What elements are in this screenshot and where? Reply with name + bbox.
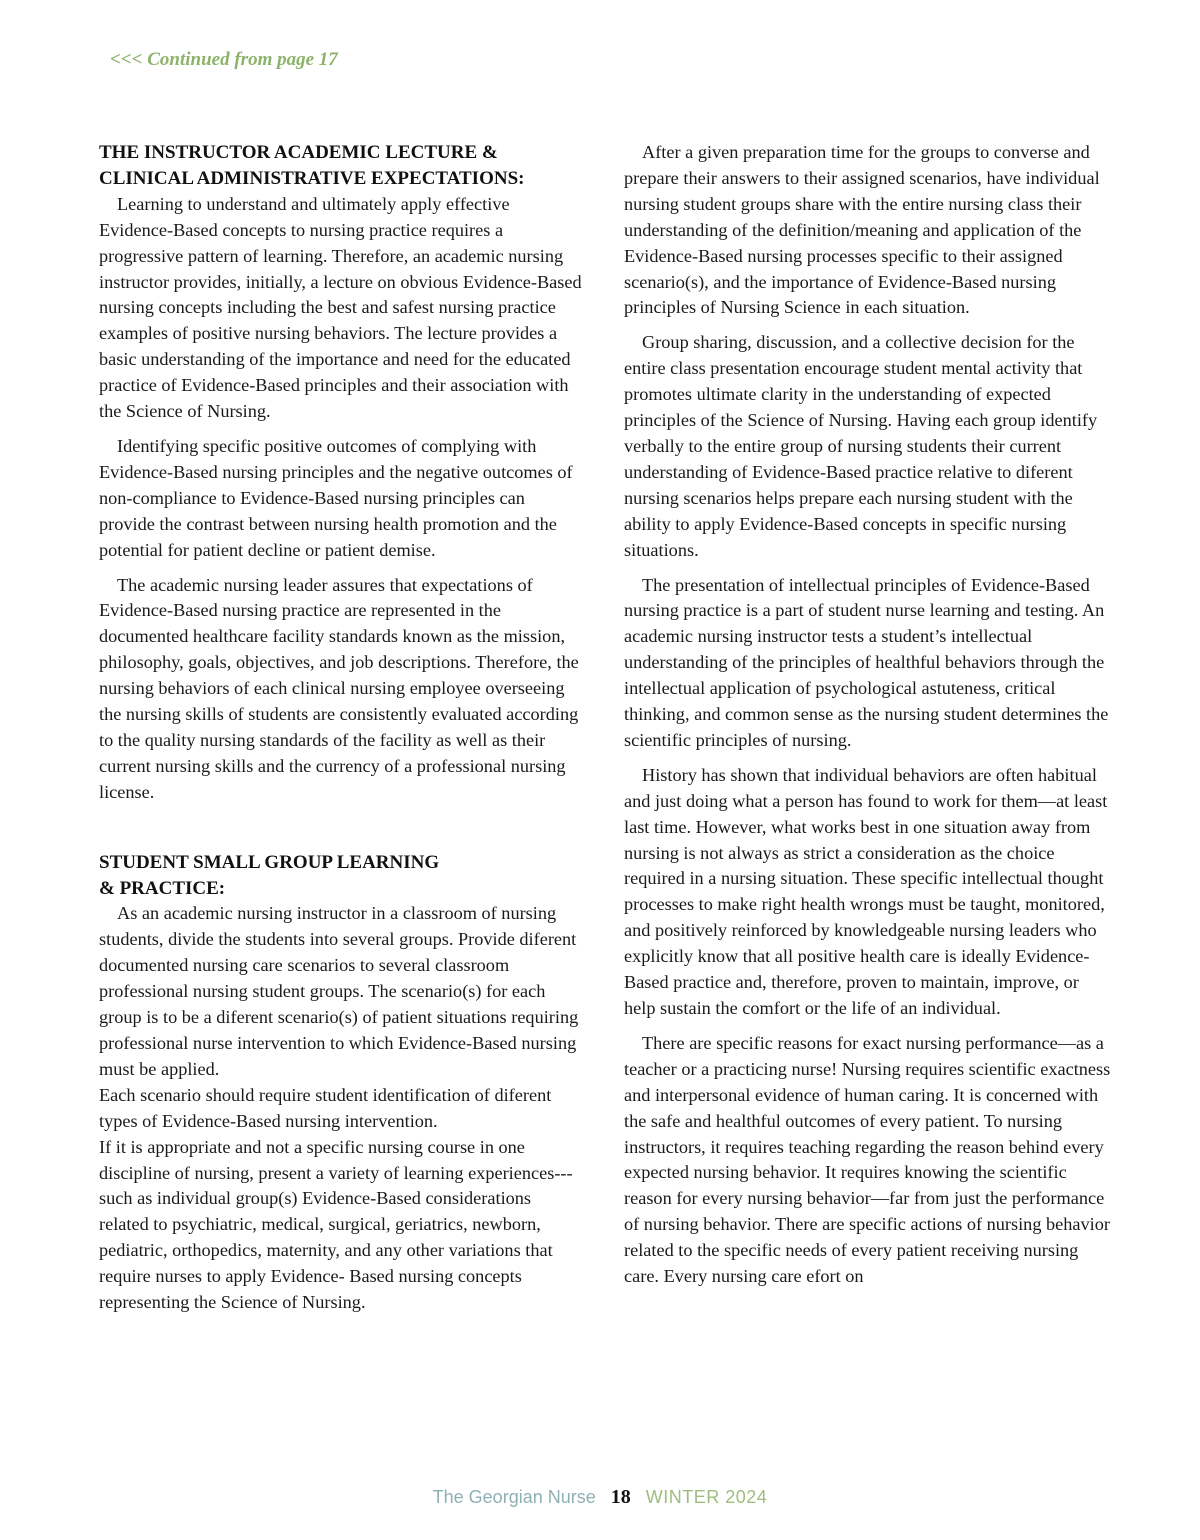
page-number: 18 [610,1486,631,1508]
section-heading-instructor-lecture [99,140,585,192]
issue-season: WINTER 2024 [645,1487,768,1507]
paragraph: After a given preparation time for the groups to converse and prepare their answers to their assigned scenarios, have individual nursing student groups share with the entire nursing class their understanding of the definition/meaning and application of the Evidence-Based nursing processes specific to their assigned scenario(s), and the importance of Evidence-Based nursing principles of Nursing Science in each situation. [624,142,1100,318]
paragraph: Group sharing, discussion, and a collective decision for the entire class presentation encourage student mental activity that promotes ultimate clarity in the understanding of expected principles of the Science of Nursing. Having each group identify verbally to the entire group of nursing students their current understanding of Evidence-Based practice relative to diferent nursing scenarios helps prepare each nursing student with the ability to apply Evidence-Based concepts in specific nursing situations. [624,332,1098,560]
paragraph: The presentation of intellectual principles of Evidence-Based nursing practice is a part of student nurse learning and testing. An academic nursing instructor tests a student’s intellectual understanding of the principles of healthful behaviors through the intellectual application of psychological astuteness, critical thinking, and common sense as the nursing student determines the scientific principles of nursing. [624,574,1109,750]
right-column [624,140,1112,1290]
paragraph: Identifying specific positive outcomes of complying with Evidence-Based nursing principles and the negative outcomes of non-compliance to Evidence-Based nursing principles can provide the contrast between nursing health promotion and the potential for patient decline or patient demise. [99,435,573,560]
magazine-title: The Georgian Nurse [432,1487,596,1507]
left-column [99,140,585,1316]
continued-from-note: <<< Continued from page 17 [110,49,338,70]
paragraph: Each scenario should require student identification of diferent types of Evidence-Based nursing intervention. [99,1084,552,1131]
heading-line: & PRACTICE: [99,877,226,899]
page-footer [0,1486,1200,1509]
section-spacer [99,806,585,850]
heading-line: CLINICAL ADMINISTRATIVE EXPECTATIONS: [99,167,525,189]
paragraph: There are specific reasons for exact nursing performance—as a teacher or a practicing nurse! Nursing requires scientific exactness and interpersonal evidence of human caring. It is concerned with the safe and healthful outcomes of every patient. To nursing instructors, it requires teaching regarding the reason behind every expected nursing behavior. It requires knowing the scientific reason for every nursing behavior—far from just the performance of nursing behavior. There are specific actions of nursing behavior related to the specific needs of every patient receiving nursing care. Every nursing care efort on [624,1032,1111,1287]
paragraph: The academic nursing leader assures that expectations of Evidence-Based nursing practice are represented in the documented healthcare facility standards known as the mission, philosophy, goals, objectives, and job descriptions. Therefore, the nursing behaviors of each clinical nursing employee overseeing the nursing skills of students are consistently evaluated according to the quality nursing standards of the facility as well as their current nursing skills and the currency of a professional nursing license. [99,574,579,802]
paragraph: History has shown that individual behaviors are often habitual and just doing what a person has found to work for them—at least last time. However, what works best in one situation away from nursing is not always as strict a consideration as the choice required in a nursing situation. These specific intellectual thought processes to make right health wrongs must be taught, monitored, and positively reinforced by knowledgeable nursing leaders who explicitly know that all positive health care is ideally Evidence-Based practice and, therefore, proven to maintain, improve, or help sustain the comfort or the life of an individual. [624,764,1108,1018]
paragraph: As an academic nursing instructor in a classroom of nursing students, divide the students into several groups. Provide diferent documented nursing care scenarios to several classroom professional nursing student groups. The scenario(s) for each group is to be a diferent scenario(s) of patient situations requiring professional nurse intervention to which Evidence-Based nursing must be applied. [99,903,579,1079]
paragraph: Learning to understand and ultimately apply effective Evidence-Based concepts to nursing practice requires a progressive pattern of learning. Therefore, an academic nursing instructor provides, initially, a lecture on obvious Evidence-Based nursing concepts including the best and safest nursing practice examples of positive nursing behaviors. The lecture provides a basic understanding of the importance and need for the educated practice of Evidence-Based principles and their association with the Science of Nursing. [99,193,582,422]
paragraph: If it is appropriate and not a specific nursing course in one discipline of nursing, present a variety of learning experiences---such as individual group(s) Evidence-Based considerations related to psychiatric, medical, surgical, geriatrics, newborn, pediatric, orthopedics, maternity, and any other variations that require nurses to apply Evidence- Based nursing concepts representing the Science of Nursing. [99,1136,573,1313]
section-heading-small-group [99,850,585,902]
heading-line: THE INSTRUCTOR ACADEMIC LECTURE & [99,142,498,163]
heading-line: STUDENT SMALL GROUP LEARNING [99,851,440,873]
